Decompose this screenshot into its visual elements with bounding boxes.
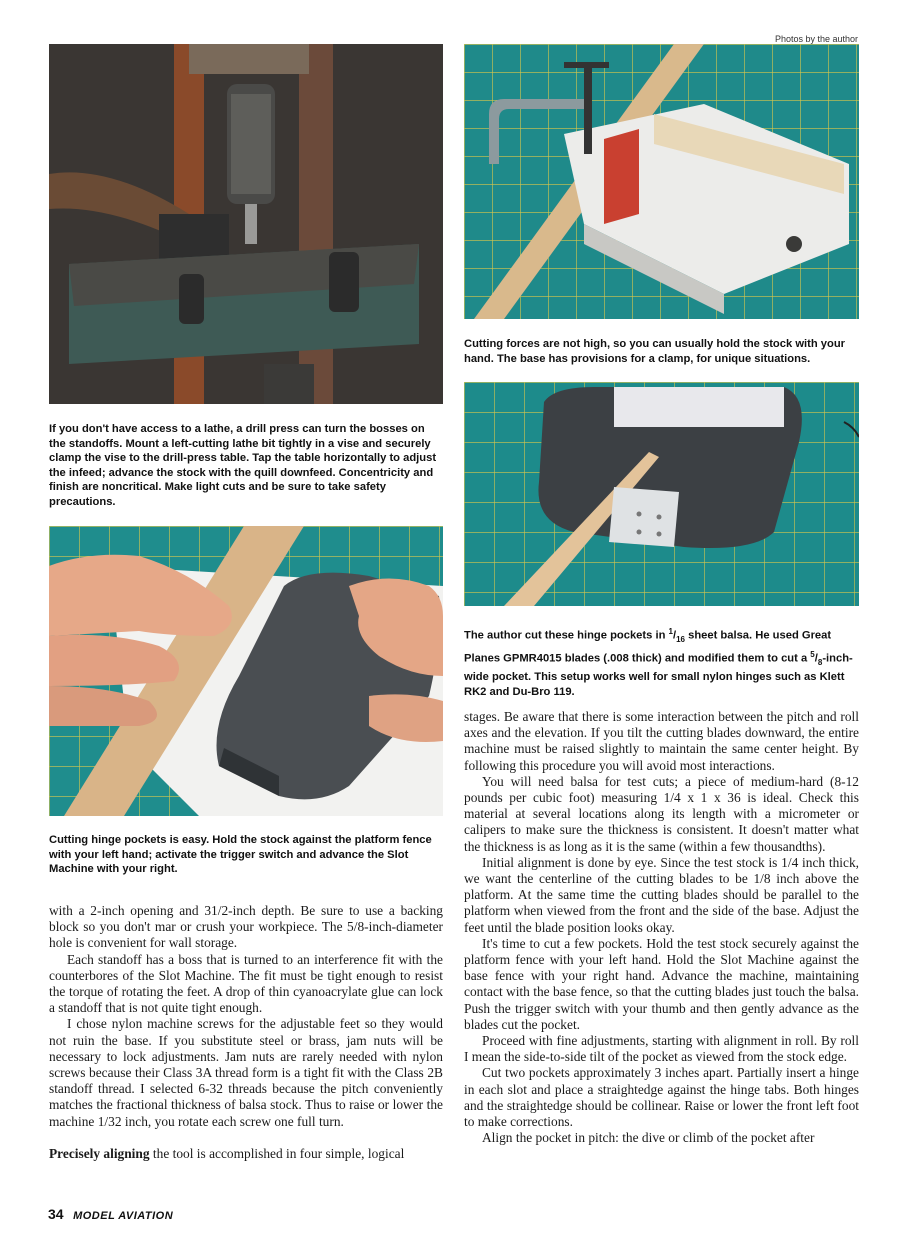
right-paragraph-6: Cut two pockets approximately 3 inches apart. Partially insert a hinge in each slot and place a straightedge against the hinge tabs. Both hinges and the straightedge should be collinear. Raise or lower the front left foot to make corrections.: [464, 1065, 859, 1130]
hinge-caption-text-b: sheet balsa. He used Great Planes GPMR4015 blades (.008 thick) and modified them to cut a: [464, 629, 832, 665]
fraction: 1/8: [753, 871, 771, 887]
left-p1-text-c: -inch-diameter hole is convenient for wall storage.: [49, 919, 443, 951]
photo-credit: Photos by the author: [774, 34, 858, 44]
page-number: 34: [48, 1206, 64, 1222]
hinge-pocket-photo: [464, 382, 859, 606]
fraction-denominator: 16: [676, 634, 685, 644]
hinge-caption-text-a: The author cut these hinge pockets in: [464, 629, 669, 642]
right-p2-text-b: x 1 x 36 is ideal. Check this material at several locations along its length with a micrometer or calipers to make sure the thickness is consistent. It doesn't matter what the thickness is as long as it is the same (within a few thousandths).: [464, 790, 859, 854]
left-p4-text: the tool is accomplished in four simple, logical: [149, 1145, 405, 1161]
cutting-easy-caption: Cutting hinge pockets is easy. Hold the stock against the platform fence with your left hand; activate the trigger switch and advance the Slot Machine with your right.: [49, 834, 432, 876]
fraction: 5/8: [347, 919, 365, 935]
fraction: 1/4: [663, 790, 681, 806]
right-paragraph-3: [464, 855, 859, 936]
fraction-numerator: 1: [668, 627, 673, 636]
right-p3-text-b: inch thick, we want the centerline of the cutting blades to be: [464, 854, 859, 887]
left-p3-text-b: inch, you rotate each screw one full turn.: [121, 1113, 344, 1129]
left-p1-text-a: with a 2-inch opening and 3: [49, 903, 212, 918]
left-paragraph-1: [49, 903, 443, 952]
fraction: 1/4: [781, 854, 799, 870]
hinge-caption-text-c: -inch-wide pocket. This setup works well for small nylon hinges such as Klett RK2 and Du-Bro 119.: [464, 652, 853, 698]
left-paragraph-4: [49, 1146, 443, 1162]
page-footer: [48, 1206, 173, 1224]
right-paragraph-5: Proceed with fine adjustments, starting with alignment in roll. By roll I mean the side-to-side tilt of the pocket as viewed from the stock edge.: [464, 1033, 859, 1065]
right-p3-text-c: inch above the platform. At the same time the cutting blades should be parallel to the platform when viewed from the front and the side of the base. Adjust the feet until the blade position looks okay.: [464, 871, 859, 935]
fraction-denominator: 8: [817, 657, 823, 667]
cutting-forces-caption: Cutting forces are not high, so you can usually hold the stock with your hand. The base has provisions for a clamp, for unique situations.: [464, 338, 846, 365]
right-paragraph-1: stages. Be aware that there is some interaction between the pitch and roll axes and the elevation. If you tilt the cutting blades downward, the entire machine must be raised slightly to maintain the same center height. By following this procedure you will avoid most interactions.: [464, 709, 859, 773]
right-paragraph-4: It's time to cut a few pockets. Hold the test stock securely against the platform fence with your left hand. Hold the Slot Machine against the base fence with your right hand. Advance the machine, maintaining contact with the base fence, so that the cutting blades just touch the balsa. Push the trigger switch with your thumb and then gently advance as the blades cut the pocket.: [464, 935, 859, 1032]
right-p3-text-a: Initial alignment is done by eye. Since the test stock is: [482, 854, 782, 870]
left-p3-text-a: I chose nylon machine screws for the adjustable feet so they would not ruin the base. If you substitute steel or brass, jam nuts will be necessary to lock adjustments. Jam nuts are rarely needed with nylon screws because their Class 3A thread form is a tight fit with the Class 2B standoff thread. I selected 6-32 threads because the pitch conveniently matches the fractional thickness of balsa stock. Thus to raise or lower the machine: [49, 1016, 443, 1129]
lead-in-bold: Precisely aligning: [49, 1145, 150, 1161]
right-column-text: [464, 709, 859, 1146]
hands-cutting-photo: [49, 526, 443, 816]
fraction: 1/32: [97, 1113, 122, 1129]
left-p1-text-b: -inch depth. Be sure to use a backing block so you don't mar or crush your workpiece. The: [49, 903, 443, 935]
left-paragraph-3: [49, 1016, 443, 1129]
fraction: 1/2: [211, 903, 229, 918]
left-column-text: [49, 903, 443, 1162]
clamp-base-photo: [464, 44, 859, 319]
hinge-pockets-caption: The author cut these hinge pockets in $^1/_{16}$ sheet balsa. He used Great Planes GPMR4015 blades (.008 thick) and modified them to cut a $^5/_8-inch$-wide pocket. This setup works well for small nylon hinges such as Klett RK2 and Du-Bro 119.: [464, 627, 853, 698]
fraction-numerator: 5: [810, 649, 815, 659]
magazine-name: MODEL AVIATION: [73, 1210, 174, 1222]
right-paragraph-2: [464, 774, 859, 855]
left-paragraph-2: Each standoff has a boss that is turned to an interference fit with the counterbores of the Slot Machine. The fit must be tight enough to resist the torque of rotating the feet. A drop of thin cyanoacrylate glue can lock a standoff that is not quite tight enough.: [49, 951, 443, 1016]
drill-press-caption: If you don't have access to a lathe, a drill press can turn the bosses on the standoffs. Mount a left-cutting lathe bit tightly in a vise and securely clamp the vise to the drill-press table. Tap the table horizontally to adjust the infeed; advance the stock with the quill downfeed. Concentricity and finish are noncritical. Make light cuts and be sure to take safety precautions.: [49, 423, 437, 508]
right-paragraph-7: Align the pocket in pitch: the dive or climb of the pocket after: [482, 1130, 815, 1146]
drill-press-photo: [49, 44, 443, 404]
right-p2-text-a: You will need balsa for test cuts; a piece of medium-hard (8-12 pounds per cubic foot) measuring: [464, 773, 859, 806]
